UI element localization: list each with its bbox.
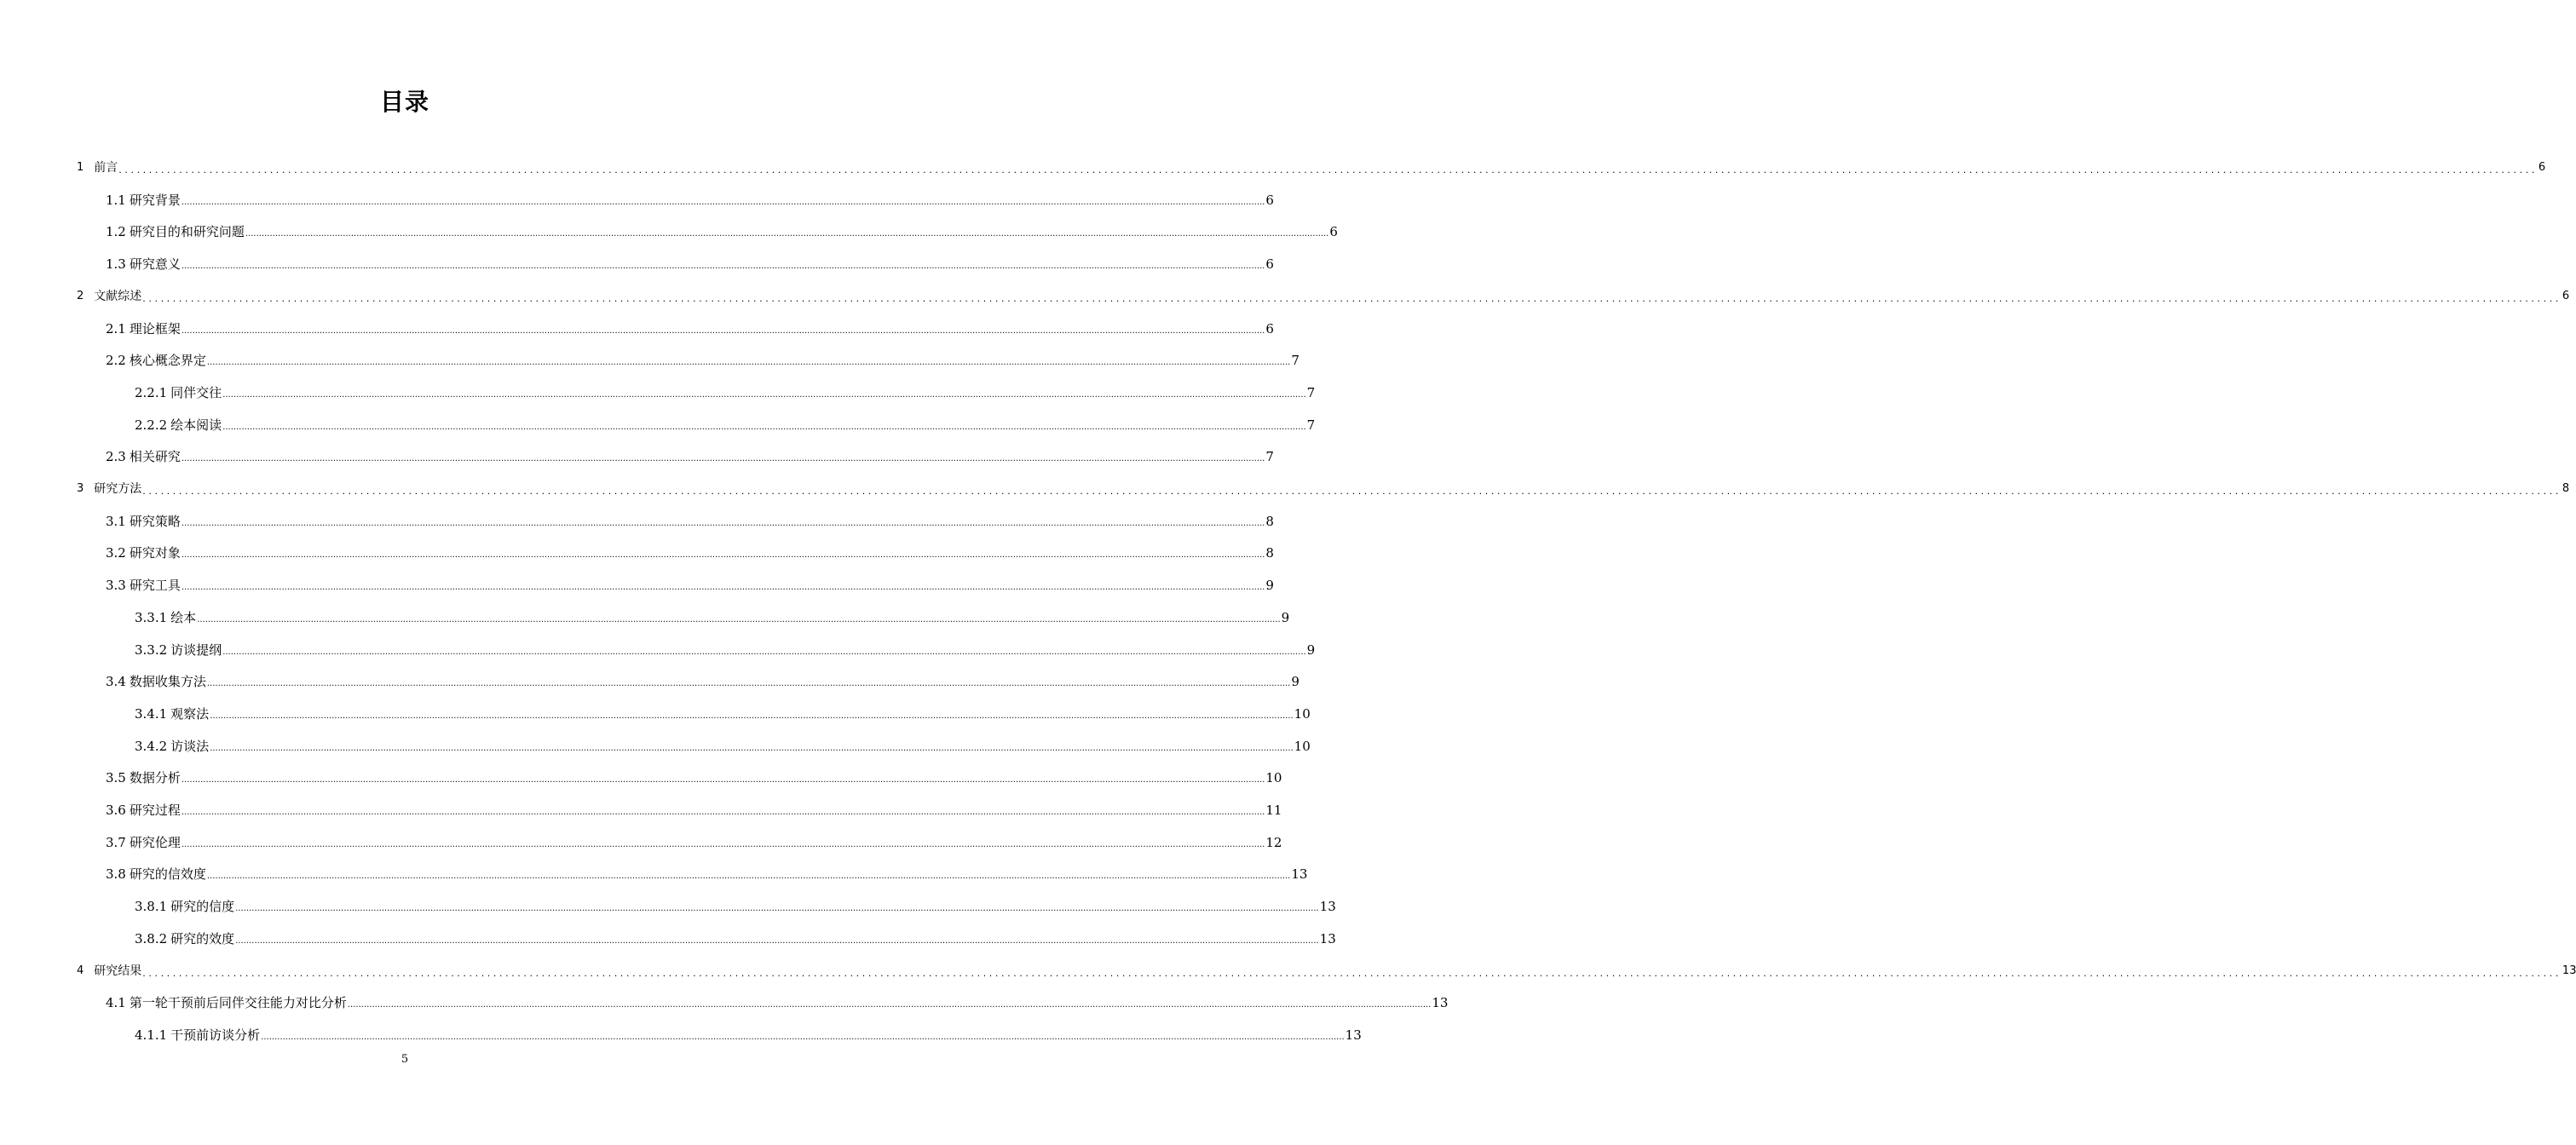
toc-entry-number: 3.5 <box>106 770 126 786</box>
toc-entry[interactable] <box>106 348 1300 369</box>
toc-entry-page: 6 <box>1265 256 1274 273</box>
toc-entry[interactable] <box>106 220 1338 240</box>
toc-entry-page: 6 <box>1329 224 1338 240</box>
toc-entry-number: 2.3 <box>106 449 126 465</box>
toc-entry[interactable] <box>106 670 1300 690</box>
toc-leader-dots: ................................................................................................................................................................................................................................................................................................................................................................................................................ <box>222 422 1306 432</box>
toc-entry-title: 理论框架 <box>129 320 181 337</box>
toc-entry[interactable] <box>135 734 1311 755</box>
toc-entry[interactable] <box>106 445 1274 465</box>
toc-entry-page: 9 <box>1281 609 1290 625</box>
toc-entry[interactable] <box>77 156 2546 176</box>
toc-entry-page: 6 <box>2538 161 2546 174</box>
toc-entry-title: 同伴交往 <box>170 384 222 400</box>
toc-entry-title: 研究意义 <box>129 256 181 273</box>
toc-entry-title: 文献综述 <box>94 289 142 303</box>
toc-entry-page: 7 <box>1291 353 1300 369</box>
toc-entry-page: 10 <box>1294 705 1311 722</box>
toc-entry-title: 研究过程 <box>129 803 181 818</box>
toc-entry-number: 4.1 <box>106 995 126 1011</box>
toc-entry-page: 9 <box>1306 642 1316 658</box>
toc-entry-title: 研究工具 <box>129 578 181 594</box>
toc-entry-title: 前言 <box>94 161 118 175</box>
toc-entry[interactable] <box>77 477 2570 498</box>
toc-entry[interactable] <box>106 798 1282 819</box>
toc-leader-dots: ................................................................................................................................................................................................................................................................................................................................................................................................................ <box>206 679 1291 689</box>
toc-entry-page: 9 <box>1265 578 1274 594</box>
toc-leader-dots: ................................................................................................................................................................................................................................................................................................................................................................................................................ <box>118 164 2538 175</box>
toc-leader-dots: ................................................................................................................................................................................................................................................................................................................................................................................................................ <box>347 1000 1432 1010</box>
toc-leader-dots: ................................................................................................................................................................................................................................................................................................................................................................................................................ <box>181 775 1265 785</box>
toc-leader-dots: ................................................................................................................................................................................................................................................................................................................................................................................................................ <box>181 454 1265 464</box>
toc-entry-title: 研究结果 <box>94 964 142 978</box>
toc-entry-page: 6 <box>1265 192 1274 208</box>
toc-entry-number: 2.2.2 <box>135 417 168 433</box>
toc-entry[interactable] <box>135 606 1290 626</box>
toc-entry-title: 观察法 <box>170 705 210 722</box>
toc-entry-number: 1.2 <box>106 224 126 240</box>
toc-entry-number: 3.3.2 <box>135 642 168 658</box>
toc-entry[interactable] <box>106 766 1282 786</box>
toc-entry-number: 3.6 <box>106 803 126 818</box>
toc-entry[interactable] <box>106 831 1282 851</box>
toc-entry-number: 3.8.2 <box>135 930 168 946</box>
toc-entry-page: 6 <box>2562 289 2570 302</box>
toc-entry-page: 13 <box>1319 899 1336 915</box>
page-number: 5 <box>401 1053 409 1066</box>
toc-entry[interactable] <box>135 413 1316 434</box>
toc-entry[interactable] <box>106 573 1274 594</box>
toc-entry[interactable] <box>135 1023 1362 1044</box>
toc-entry-page: 12 <box>1265 834 1282 850</box>
toc-entry-page: 13 <box>1291 866 1308 883</box>
toc-entry-title: 研究策略 <box>129 513 181 529</box>
toc-leader-dots: ................................................................................................................................................................................................................................................................................................................................................................................................................ <box>181 550 1265 561</box>
toc-entry-title: 访谈法 <box>170 738 210 754</box>
toc-entry-page: 8 <box>1265 513 1274 529</box>
toc-leader-dots: ................................................................................................................................................................................................................................................................................................................................................................................................................ <box>210 743 1294 753</box>
toc-entry[interactable] <box>135 702 1311 722</box>
toc-entry-page: 8 <box>1265 545 1274 561</box>
toc-entry-number: 1.3 <box>106 256 126 273</box>
toc-entry-title: 第一轮干预前后同伴交往能力对比分析 <box>129 995 347 1011</box>
toc-entry-page: 8 <box>2562 482 2570 495</box>
toc-leader-dots: ................................................................................................................................................................................................................................................................................................................................................................................................................ <box>142 292 2562 304</box>
toc-entry-page: 7 <box>1306 417 1316 433</box>
toc-leader-dots: ................................................................................................................................................................................................................................................................................................................................................................................................................ <box>181 262 1265 272</box>
toc-leader-dots: ................................................................................................................................................................................................................................................................................................................................................................................................................ <box>181 197 1265 207</box>
toc-entry-title: 研究伦理 <box>129 834 181 850</box>
toc-entry-page: 11 <box>1265 803 1282 818</box>
toc-leader-dots: ................................................................................................................................................................................................................................................................................................................................................................................................................ <box>206 872 1291 882</box>
toc-entry-page: 6 <box>1265 320 1274 337</box>
toc-leader-dots: ................................................................................................................................................................................................................................................................................................................................................................................................................ <box>210 711 1294 721</box>
toc-entry-number: 1 <box>77 161 84 174</box>
toc-leader-dots: ................................................................................................................................................................................................................................................................................................................................................................................................................ <box>142 967 2562 979</box>
toc-entry-page: 7 <box>1265 449 1274 465</box>
toc-entry-number: 3.3 <box>106 578 126 594</box>
toc-entry-title: 数据分析 <box>129 770 181 786</box>
toc-leader-dots: ................................................................................................................................................................................................................................................................................................................................................................................................................ <box>245 229 1329 239</box>
toc-entry-number: 3.1 <box>106 513 126 529</box>
toc-entry-title: 相关研究 <box>129 449 181 465</box>
toc-entry-number: 2.1 <box>106 320 126 337</box>
toc-entry-title: 核心概念界定 <box>129 353 206 369</box>
toc-entry[interactable] <box>106 317 1274 337</box>
toc-entry-number: 3.4.2 <box>135 738 168 754</box>
toc-entry-number: 3.8.1 <box>135 899 168 915</box>
toc-leader-dots: ................................................................................................................................................................................................................................................................................................................................................................................................................ <box>181 325 1265 336</box>
toc-entry-number: 4 <box>77 964 84 977</box>
toc-entry-number: 3.4.1 <box>135 705 168 722</box>
toc-entry-page: 10 <box>1294 738 1311 754</box>
toc-entry-number: 3.4 <box>106 674 126 690</box>
toc-entry-page: 13 <box>1345 1027 1362 1043</box>
toc-entry-page: 13 <box>1432 995 1449 1011</box>
toc-leader-dots: ................................................................................................................................................................................................................................................................................................................................................................................................................ <box>222 647 1306 657</box>
toc-leader-dots: ................................................................................................................................................................................................................................................................................................................................................................................................................ <box>142 486 2562 497</box>
toc-leader-dots: ................................................................................................................................................................................................................................................................................................................................................................................................................ <box>235 935 1319 946</box>
toc-entry-title: 研究目的和研究问题 <box>129 224 245 240</box>
toc-entry-number: 1.1 <box>106 192 126 208</box>
toc-leader-dots: ................................................................................................................................................................................................................................................................................................................................................................................................................ <box>222 389 1306 400</box>
toc-entry[interactable] <box>106 991 1449 1011</box>
toc-entry[interactable] <box>106 188 1274 209</box>
toc-entry-number: 3.7 <box>106 834 126 850</box>
toc-entry-title: 干预前访谈分析 <box>170 1027 261 1043</box>
toc-entry-title: 数据收集方法 <box>129 674 206 690</box>
toc-entry[interactable] <box>106 862 1308 883</box>
toc-entry[interactable] <box>135 895 1336 915</box>
toc-leader-dots: ................................................................................................................................................................................................................................................................................................................................................................................................................ <box>261 1032 1345 1042</box>
toc-entry-number: 3.8 <box>106 866 126 883</box>
toc-entry-title: 绘本阅读 <box>170 417 222 433</box>
toc-entry-title: 访谈提纲 <box>170 642 222 658</box>
toc-entry[interactable] <box>135 381 1316 401</box>
toc-entry[interactable] <box>106 541 1274 561</box>
toc-leader-dots: ................................................................................................................................................................................................................................................................................................................................................................................................................ <box>181 583 1265 593</box>
toc-entry[interactable] <box>106 252 1274 273</box>
toc-entry[interactable] <box>135 638 1316 659</box>
toc-entry[interactable] <box>106 509 1274 530</box>
toc-entry-number: 3 <box>77 482 84 495</box>
toc-entry-number: 3.3.1 <box>135 609 168 625</box>
toc-entry-title: 研究方法 <box>94 482 142 496</box>
toc-entry-page: 7 <box>1306 384 1316 400</box>
toc-leader-dots: ................................................................................................................................................................................................................................................................................................................................................................................................................ <box>197 614 1281 624</box>
toc-entry-page: 13 <box>1319 930 1336 946</box>
toc-entry-number: 3.2 <box>106 545 126 561</box>
toc-entry-title: 研究对象 <box>129 545 181 561</box>
toc-entry[interactable] <box>135 927 1336 947</box>
toc-entry-page: 9 <box>1291 674 1300 690</box>
toc-entry-page: 13 <box>2562 964 2576 977</box>
toc-entry-number: 2.2 <box>106 353 126 369</box>
page-title: 目录 <box>379 88 429 116</box>
toc-entry-title: 研究的效度 <box>170 930 235 946</box>
toc-entry-number: 2.2.1 <box>135 384 168 400</box>
toc-entry[interactable] <box>77 959 2576 980</box>
toc-entry-number: 4.1.1 <box>135 1027 168 1043</box>
toc-leader-dots: ................................................................................................................................................................................................................................................................................................................................................................................................................ <box>181 808 1265 817</box>
toc-entry-number: 2 <box>77 289 84 302</box>
toc-leader-dots: ................................................................................................................................................................................................................................................................................................................................................................................................................ <box>181 839 1265 849</box>
toc-entry-title: 研究的信效度 <box>129 866 206 883</box>
toc-leader-dots: ................................................................................................................................................................................................................................................................................................................................................................................................................ <box>181 518 1265 528</box>
toc-entry-title: 研究背景 <box>129 192 181 208</box>
toc-entry-page: 10 <box>1265 770 1282 786</box>
toc-entry-title: 研究的信度 <box>170 899 235 915</box>
toc-entry-title: 绘本 <box>170 609 197 625</box>
toc-entry[interactable] <box>77 285 2570 305</box>
toc-leader-dots: ................................................................................................................................................................................................................................................................................................................................................................................................................ <box>206 358 1291 368</box>
toc-leader-dots: ................................................................................................................................................................................................................................................................................................................................................................................................................ <box>235 904 1319 914</box>
